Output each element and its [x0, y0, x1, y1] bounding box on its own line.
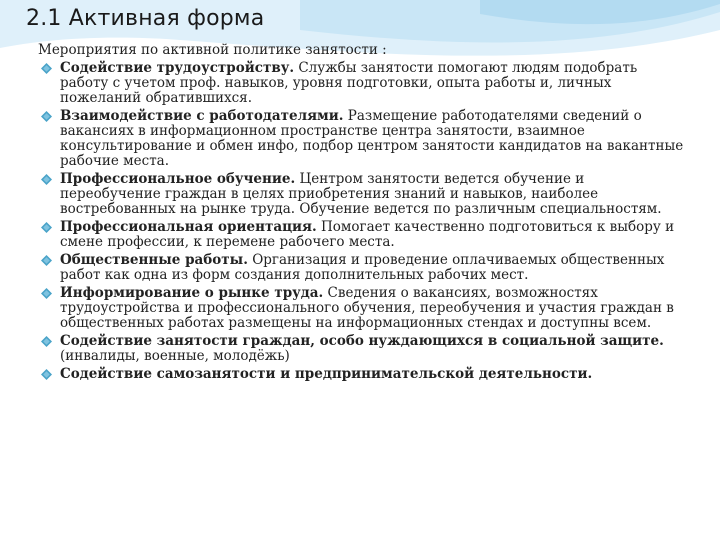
item-term: Содействие самозанятости и предпринимательской деятельности. — [60, 366, 593, 382]
list-item — [38, 367, 686, 382]
item-term: Информирование о рынке труда. — [60, 285, 324, 301]
slide-title: 2.1 Активная форма — [26, 6, 265, 31]
diamond-icon — [41, 222, 52, 233]
item-text: Размещение работодателями сведений о вакансиях в информационном пространстве центра занятости, взаимное консультирование и обмен инфо, подбор центром занятости кандидатов на вакантные рабочие места. — [60, 108, 684, 169]
list-item — [38, 220, 686, 250]
diamond-icon — [41, 336, 52, 347]
list-item — [38, 172, 686, 217]
item-term: Взаимодействие с работодателями. — [60, 108, 344, 124]
list-item — [38, 253, 686, 283]
list-item — [38, 334, 686, 364]
slide-content — [38, 42, 686, 385]
item-term: Общественные работы. — [60, 252, 248, 268]
diamond-icon — [41, 288, 52, 299]
diamond-icon — [41, 174, 52, 185]
diamond-icon — [41, 255, 52, 266]
list-item — [38, 109, 686, 169]
item-term: Профессиональное обучение. — [60, 171, 296, 187]
item-text: Помогает качественно подготовиться к выбору и смене профессии, к перемене рабочего места. — [60, 219, 675, 250]
diamond-icon — [41, 111, 52, 122]
intro-text: Мероприятия по активной политике занятости : — [38, 42, 387, 58]
item-text: (инвалиды, военные, молодёжь) — [60, 348, 290, 364]
diamond-icon — [41, 63, 52, 74]
item-text: Организация и проведение оплачиваемых общественных работ как одна из форм создания дополнительных рабочих мест. — [60, 252, 665, 283]
item-text: Службы занятости помогают людям подобрать работу с учетом проф. навыков, уровня подготовки, опыта работы и, личных пожеланий обратившихся. — [60, 60, 638, 106]
item-text: Центром занятости ведется обучение и переобучение граждан в целях приобретения знаний и навыков, наиболее востребованных на рынке труда. Обучение ведется по различным специальностям. — [60, 171, 662, 217]
measures-list — [38, 61, 686, 382]
item-term: Содействие занятости граждан, особо нуждающихся в социальной защите. — [60, 333, 664, 349]
list-item — [38, 61, 686, 106]
item-term: Содействие трудоустройству. — [60, 60, 295, 76]
list-item — [38, 286, 686, 331]
diamond-icon — [41, 369, 52, 380]
item-term: Профессиональная ориентация. — [60, 219, 317, 235]
item-text: Сведения о вакансиях, возможностях трудоустройства и профессионального обучения, переобучения и участия граждан в общественных работах размещены на информационных стендах и доступны всем. — [60, 285, 674, 331]
